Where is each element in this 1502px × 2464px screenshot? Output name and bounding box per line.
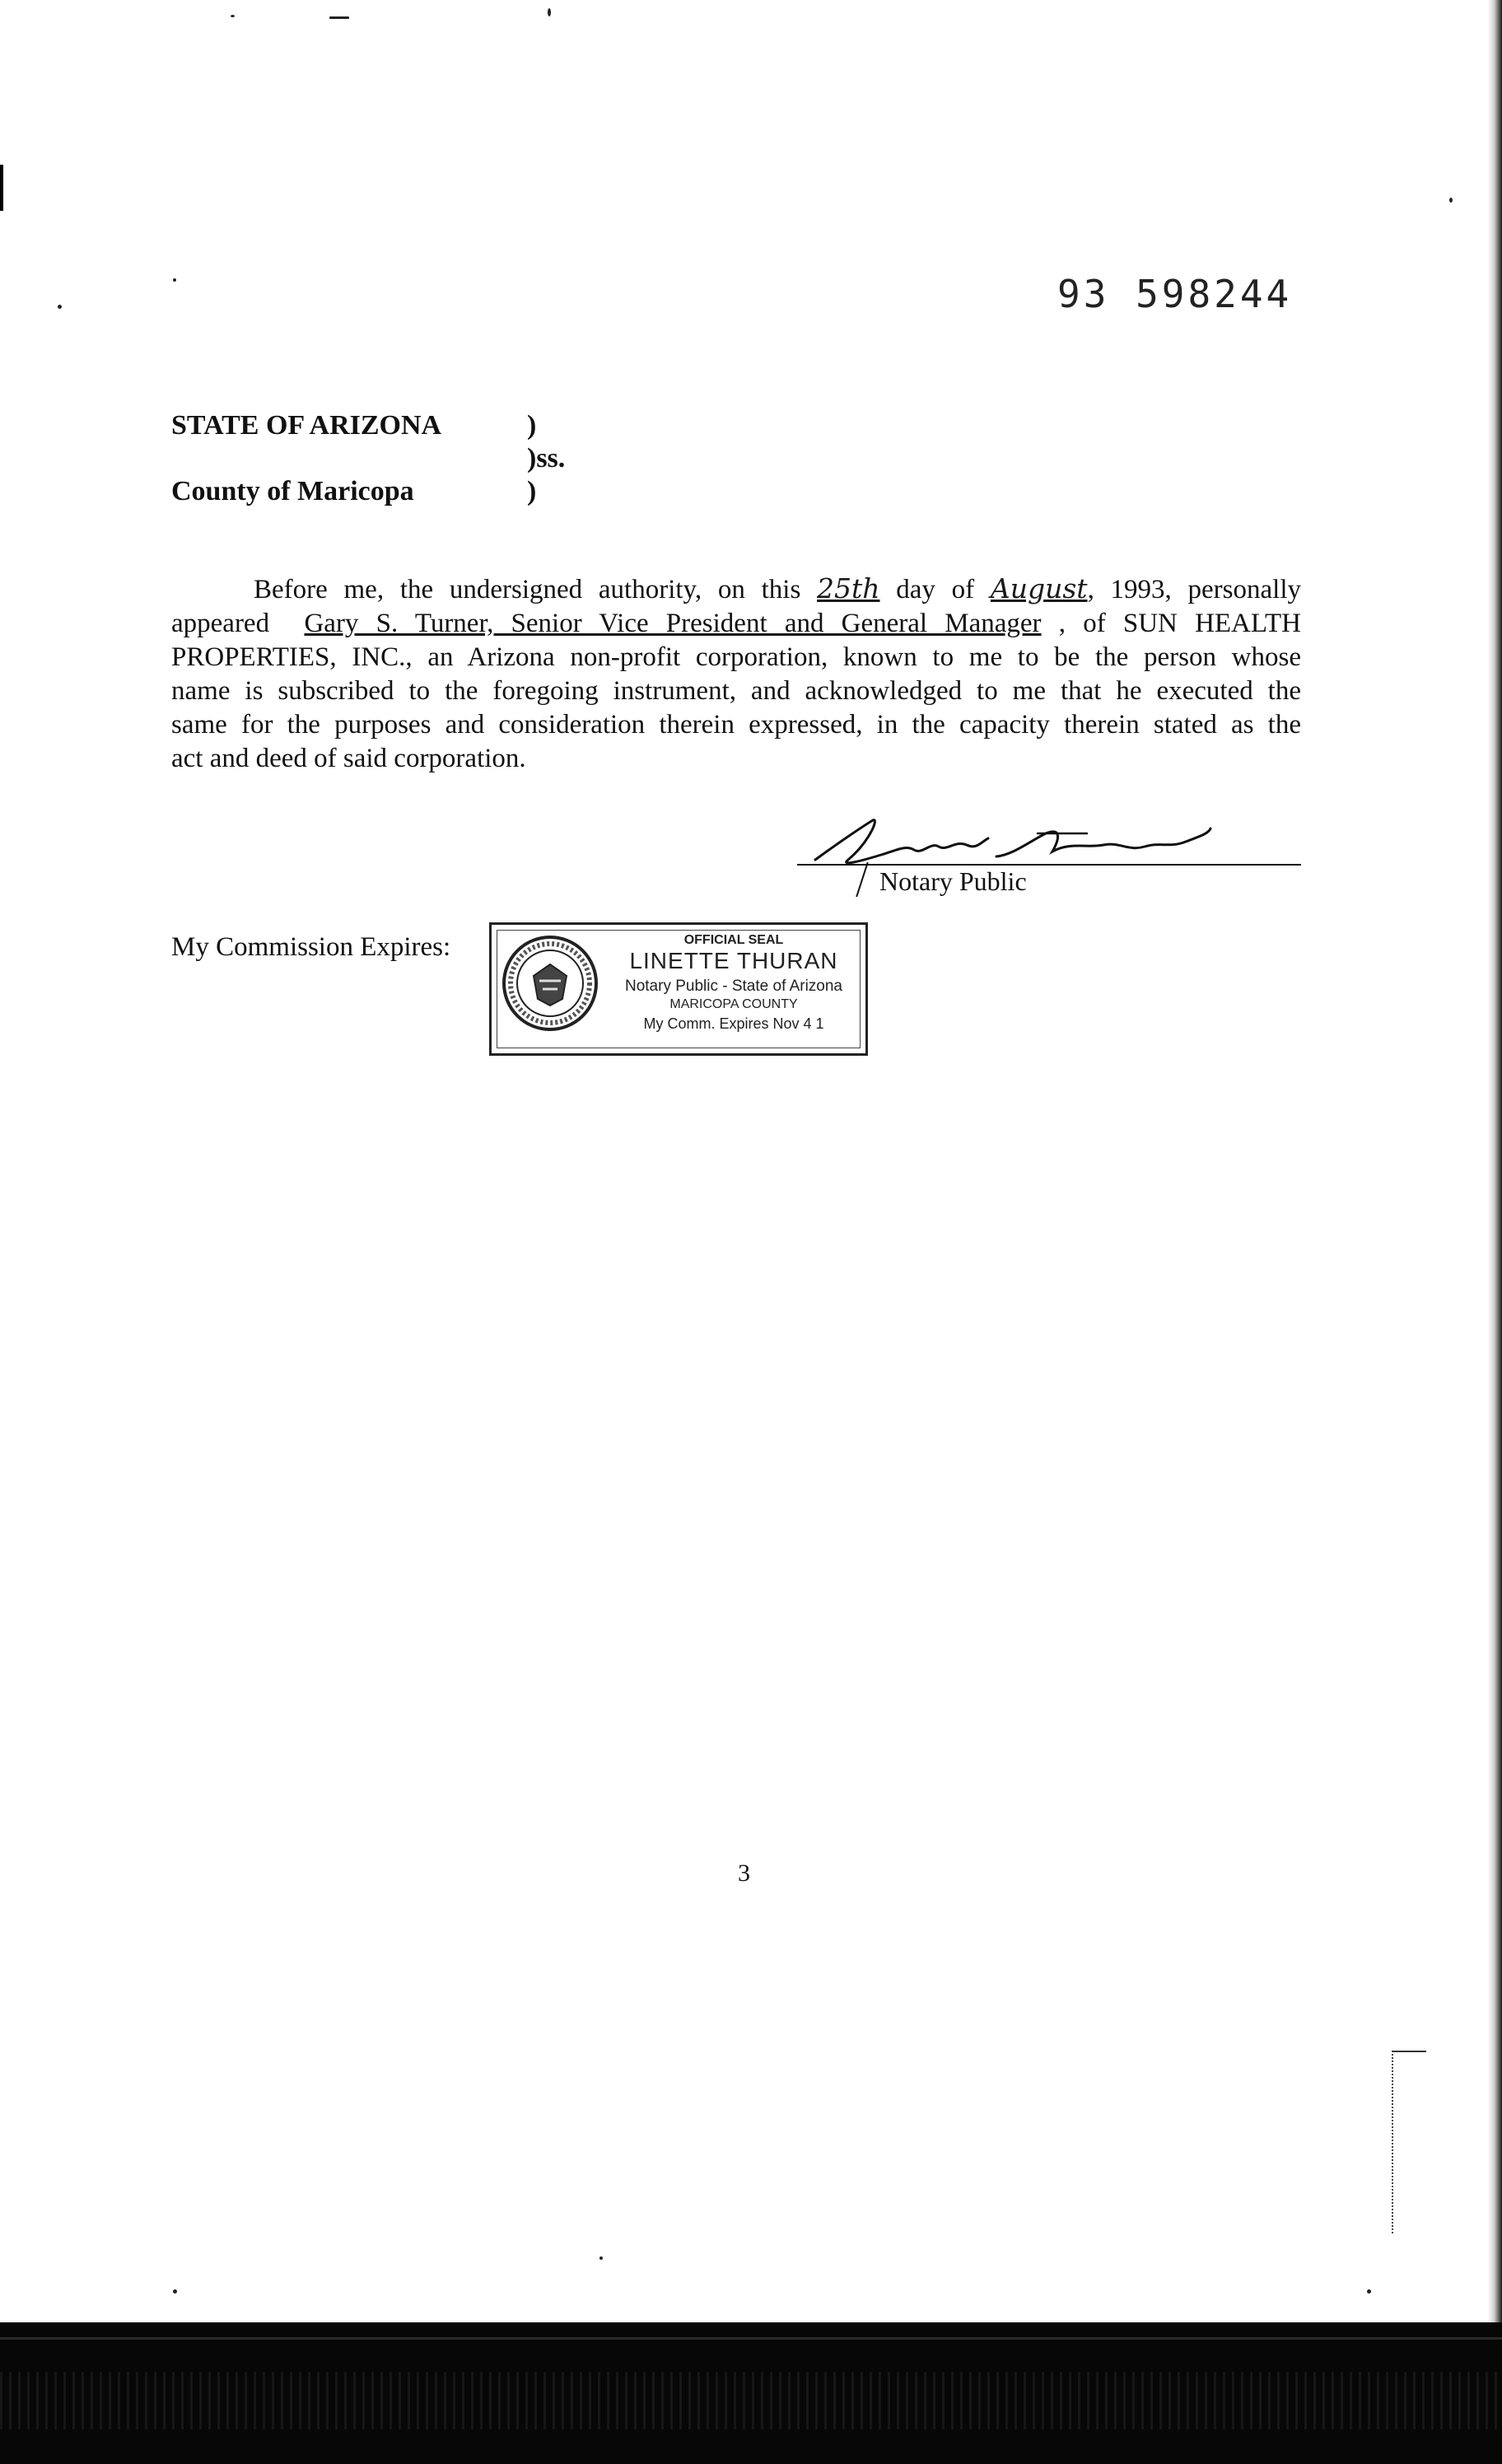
ack-line-2: appeared Gary S. Turner, Senior Vice President and General Manager , of SUN HEALTH [171,609,1302,638]
ack-line-3: PROPERTIES, INC., an Arizona non-profit corporation, known to me to be the person whose [171,642,1301,672]
stamp-expiration: My Comm. Expires Nov 4 1 [643,1015,824,1032]
signature-line [797,864,1301,866]
page-number: 3 [738,1860,750,1887]
scan-speck [329,16,349,19]
scan-speck [58,305,62,309]
scan-speck [1449,198,1453,203]
handwritten-month: August [990,572,1088,604]
handwritten-day: 25th [817,572,880,604]
venue-paren-bottom: ) [527,476,537,506]
stamp-county: MARICOPA COUNTY [669,997,798,1011]
notary-stamp [489,922,868,1056]
venue-paren-ss: )ss. [527,443,566,474]
ack-line-6: act and deed of said corporation. [171,744,526,773]
notary-public-label: Notary Public [879,866,1027,896]
document-number: 93 598244 [1057,272,1293,316]
arizona-state-seal-icon [501,935,599,1032]
scan-speck [173,2289,177,2294]
acknowledgment-paragraph [171,572,1301,776]
stamp-notary-name: LINETTE THURAN [629,948,838,973]
scan-speck [173,278,176,282]
scan-speck [599,2256,603,2260]
scan-speck [1367,2289,1371,2294]
ack-line-4: name is subscribed to the foregoing instrument, and acknowledged to me that he executed the [171,676,1301,706]
scan-speck [548,8,551,16]
appearer-name: Gary S. Turner, Senior Vice President and General Manager [304,609,1042,638]
ack-line-1: Before me, the undersigned authority, on this 25th day of August, 1993, personally [254,572,1301,604]
venue-state: STATE OF ARIZONA [171,410,442,441]
scan-edge-mark [1392,2051,1426,2233]
venue-county: County of Maricopa [171,476,414,506]
ack-line-5: same for the purposes and consideration therein expressed, in the capacity therein stated as the [171,710,1301,740]
scan-mark-left [0,165,3,211]
venue-paren-top: ) [527,410,537,441]
scan-speck [231,15,235,17]
scan-edge-right [1471,0,1502,2322]
stamp-title: OFFICIAL SEAL [683,933,784,947]
scan-bottom-band [0,2322,1502,2464]
stamp-role: Notary Public - State of Arizona [624,978,842,995]
commission-expires-label: My Commission Expires: [171,932,451,962]
